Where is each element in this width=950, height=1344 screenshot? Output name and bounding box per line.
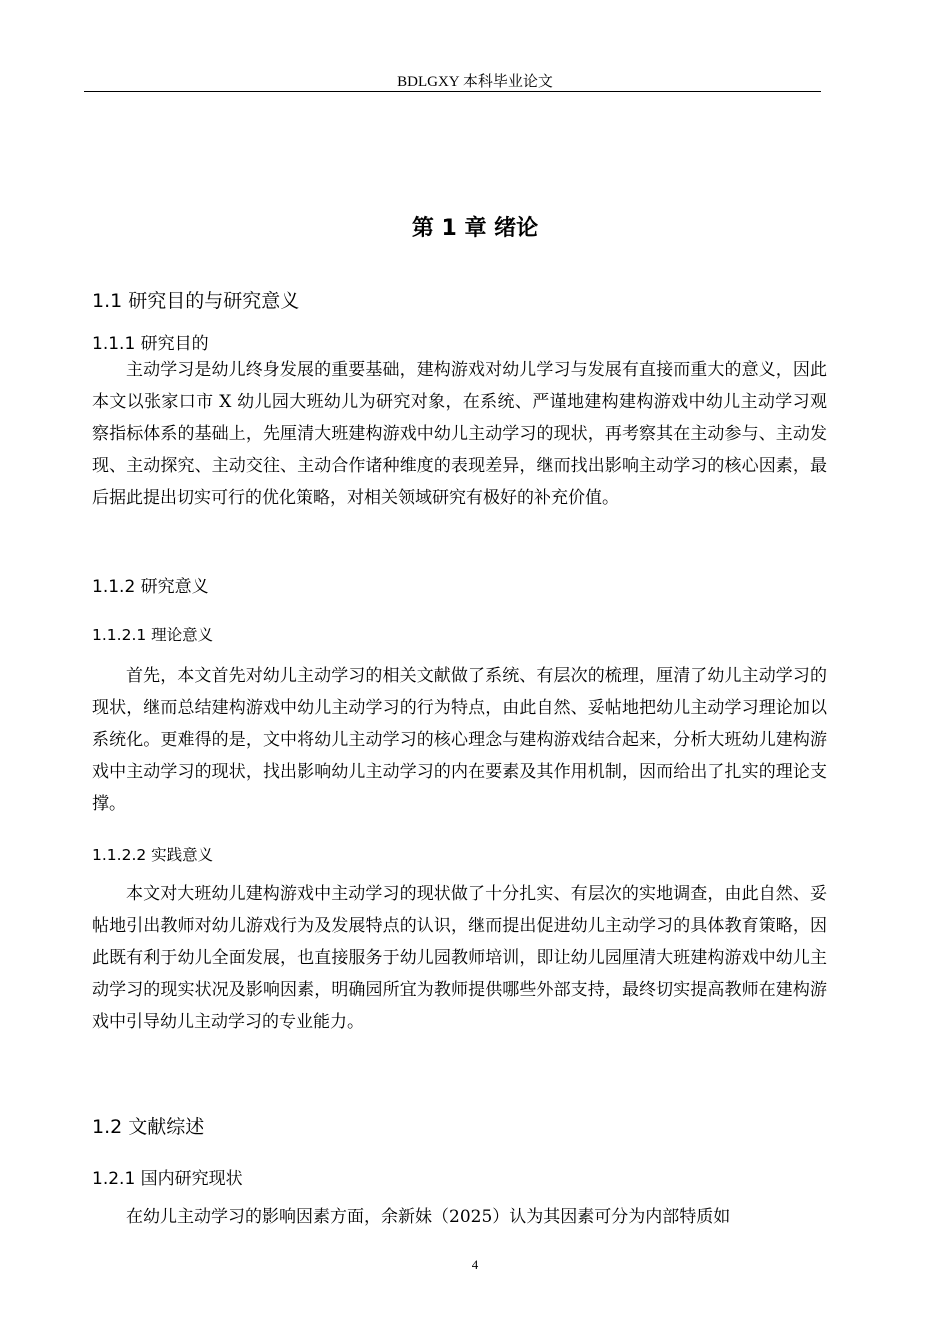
section-heading-1-1-2-1: 1.1.2.1 理论意义: [92, 626, 214, 644]
paragraph-domestic-research: 在幼儿主动学习的影响因素方面，余新妹（2025）认为其因素可分为内部特质如: [126, 1207, 731, 1227]
section-heading-1-2-1: 1.2.1 国内研究现状: [92, 1169, 243, 1189]
paragraph-research-purpose: 主动学习是幼儿终身发展的重要基础，建构游戏对幼儿学习与发展有直接而重大的意义，因此本文以张家口市 X 幼儿园大班幼儿为研究对象，在系统、严谨地建构建构游戏中幼儿主动学习观察指标体系的基础上，先厘清大班建构游戏中幼儿主动学习的现状，再考察其在主动参与、主动发现、主动探究、主动交往、主动合作诸种维度的表现差异，继而找出影响主动学习的核心因素，最后据此提出切实可行的优化策略，对相关领域研究有极好的补充价值。: [92, 360, 827, 508]
section-heading-1-1-2-2: 1.1.2.2 实践意义: [92, 846, 214, 864]
section-heading-1-1: 1.1 研究目的与研究意义: [92, 290, 300, 312]
section-heading-1-1-1: 1.1.1 研究目的: [92, 334, 209, 354]
header-rule: [84, 91, 821, 92]
section-heading-1-1-2: 1.1.2 研究意义: [92, 577, 209, 597]
page-number: 4: [471, 1257, 479, 1272]
running-header: BDLGXY 本科毕业论文: [397, 74, 553, 90]
paragraph-practical-significance: 本文对大班幼儿建构游戏中主动学习的现状做了十分扎实、有层次的实地调查，由此自然、妥帖地引出教师对幼儿游戏行为及发展特点的认识，继而提出促进幼儿主动学习的具体教育策略，因此既有利于幼儿全面发展，也直接服务于幼儿园教师培训，即让幼儿园厘清大班建构游戏中幼儿主动学习的现实状况及影响因素，明确园所宜为教师提供哪些外部支持，最终切实提高教师在建构游戏中引导幼儿主动学习的专业能力。: [92, 884, 827, 1032]
section-heading-1-2: 1.2 文献综述: [92, 1116, 205, 1138]
paragraph-theoretical-significance: 首先，本文首先对幼儿主动学习的相关文献做了系统、有层次的梳理，厘清了幼儿主动学习的现状，继而总结建构游戏中幼儿主动学习的行为特点，由此自然、妥帖地把幼儿主动学习理论加以系统化。更难得的是，文中将幼儿主动学习的核心理念与建构游戏结合起来，分析大班幼儿建构游戏中主动学习的现状，找出影响幼儿主动学习的内在要素及其作用机制，因而给出了扎实的理论支撑。: [92, 666, 827, 814]
chapter-title: 第 1 章 绪论: [411, 216, 539, 241]
